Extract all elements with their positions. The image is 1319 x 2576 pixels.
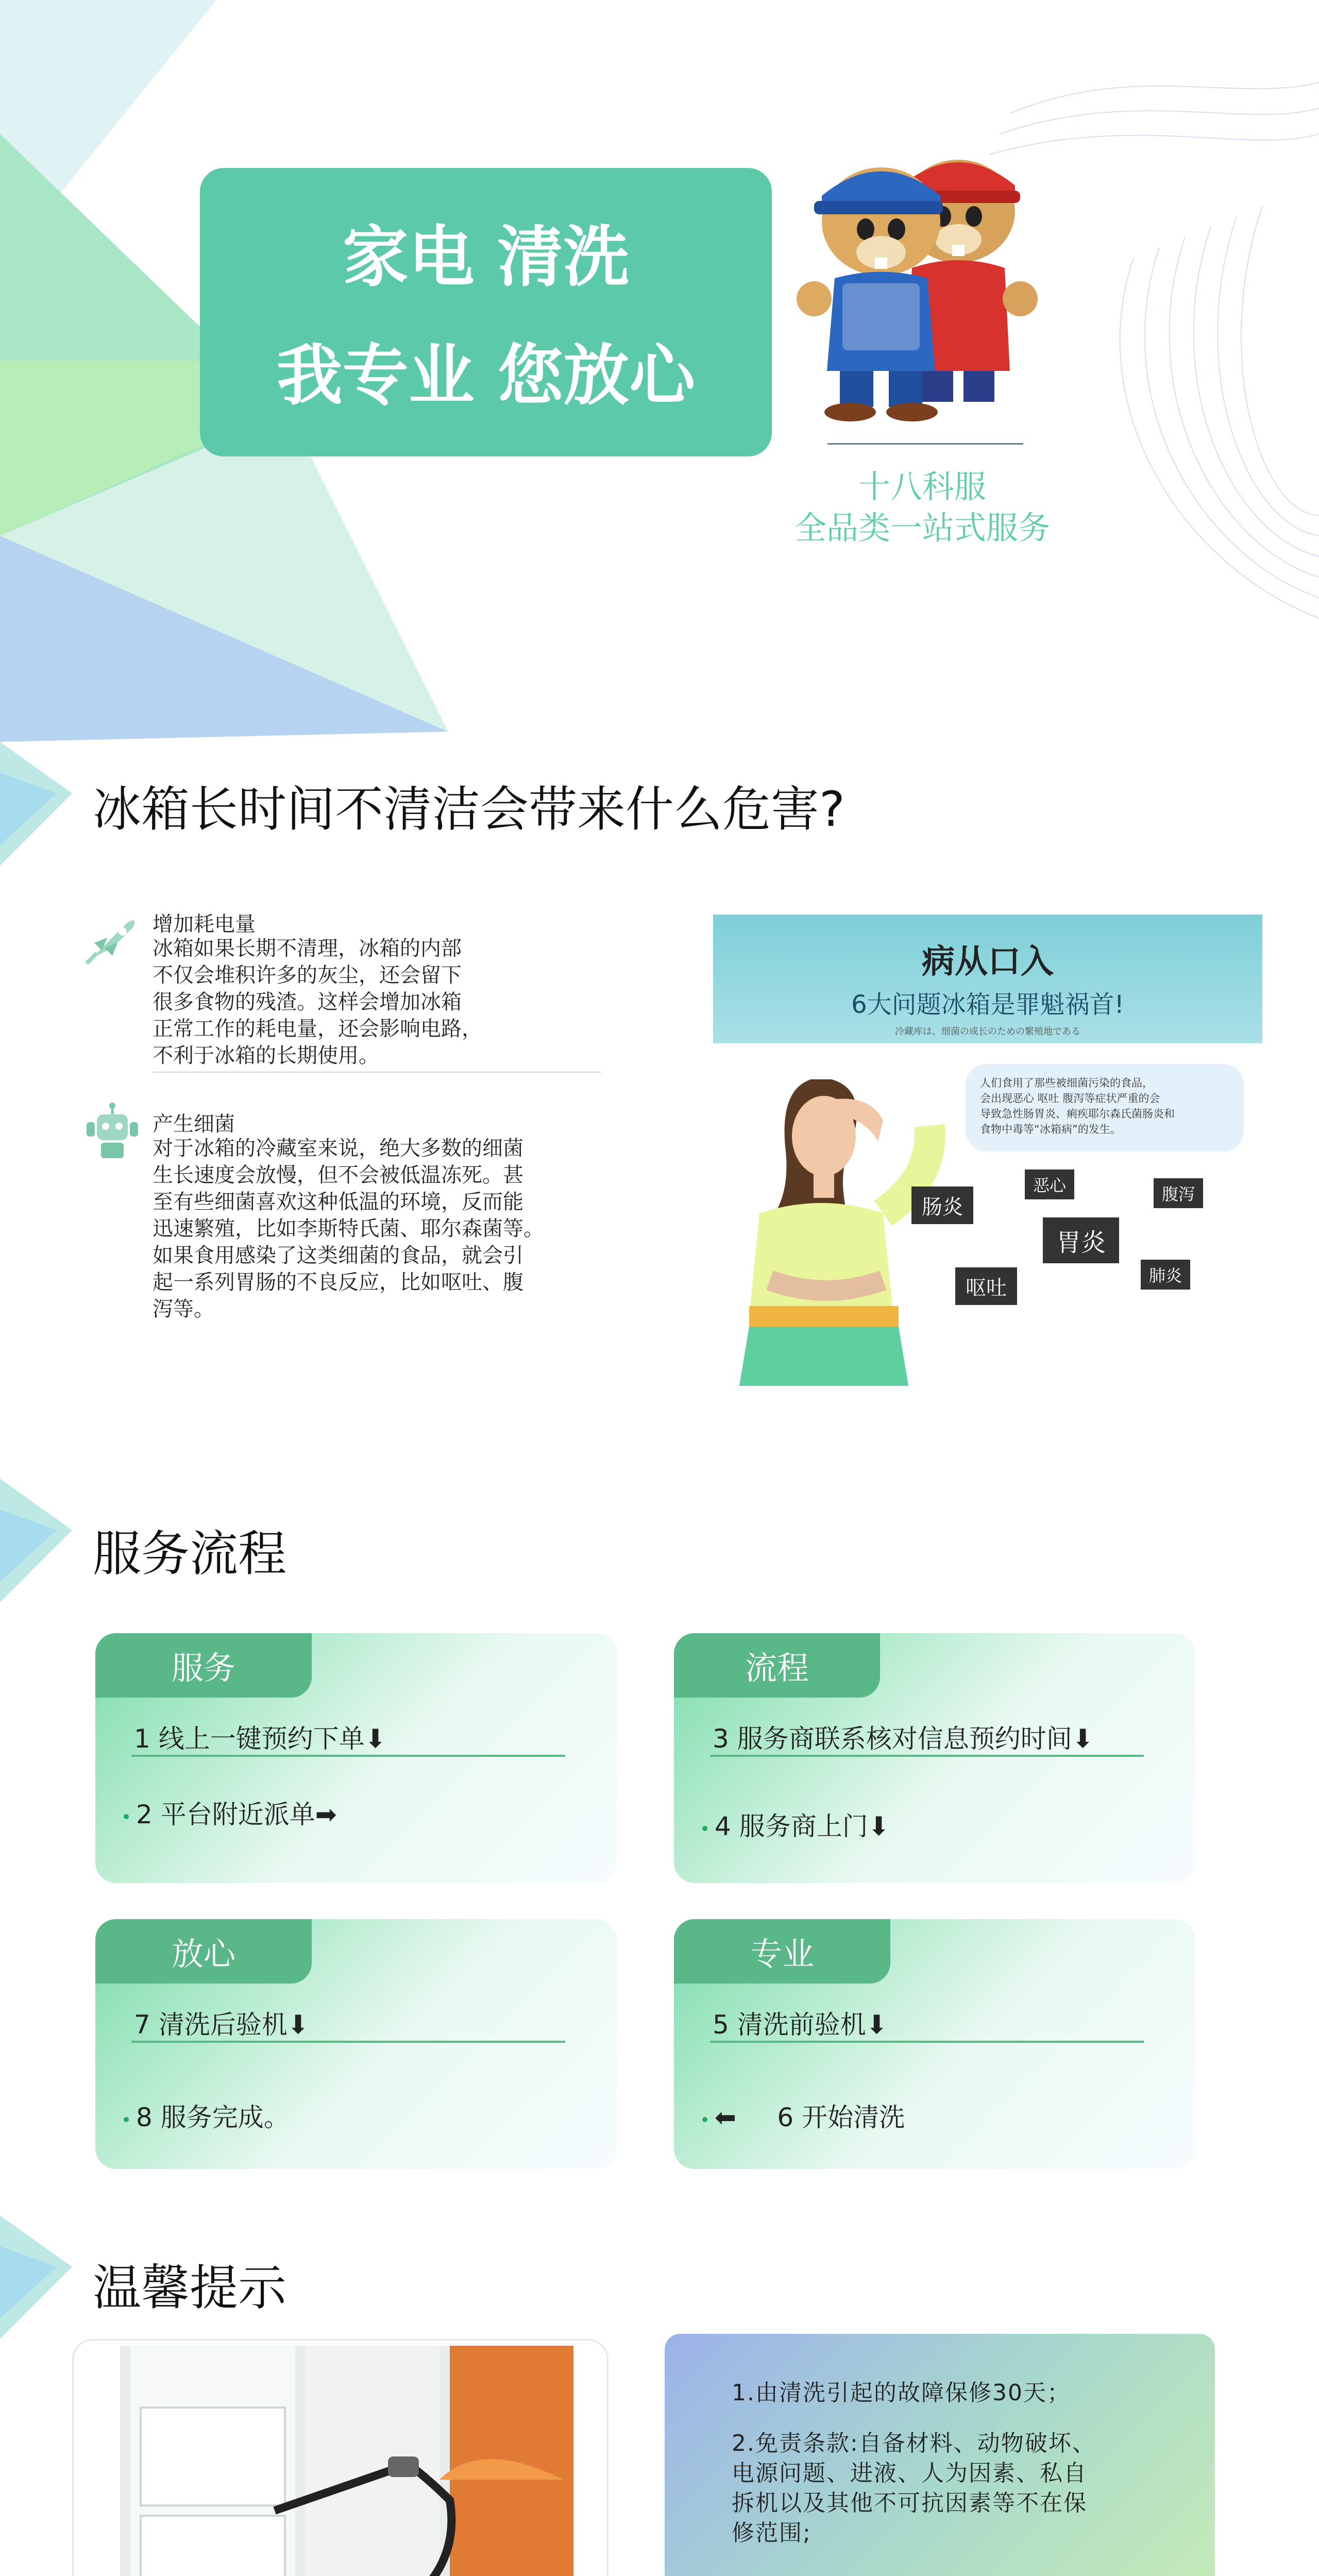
poster-header — [713, 914, 1262, 1043]
bubble-line: 人们食用了那些被细菌污染的食品， — [980, 1077, 1153, 1089]
hero-banner — [200, 168, 772, 456]
symptom-tag: 肺炎 — [1141, 1260, 1190, 1290]
process-step-text: ⬅ 6 开始清洗 — [715, 2103, 905, 2132]
hazard-1-line: 正常工作的耗电量，还会影响电路， — [153, 1017, 482, 1041]
process-card-assured — [95, 1919, 617, 2169]
hazard-2-line: 如果食用感染了这类细菌的食品，就会引 — [153, 1244, 523, 1267]
card-divider — [131, 1755, 565, 1757]
hazard-2-body — [153, 1135, 657, 1323]
symptom-tag: 肠炎 — [911, 1187, 973, 1224]
steam-cleaning-photo — [120, 2346, 573, 2576]
process-step-text: 8 服务完成。 — [136, 2103, 290, 2132]
process-step: 7 清洗后验机⬇ — [134, 2010, 309, 2040]
rocket-icon — [81, 912, 143, 969]
process-step: 1 线上一键预约下单⬇ — [134, 1724, 386, 1754]
process-step — [702, 1806, 890, 1843]
poster-caption: 冷藏库は、细菌の成长のための繁殖地である — [895, 1026, 1080, 1037]
disease-poster — [713, 914, 1262, 1386]
bubble-line: 导致急性肠胃炎、痢疾耶尔森氏菌肠炎和 — [980, 1108, 1175, 1120]
hazard-divider — [153, 1072, 601, 1073]
process-step: 5 清洗前验机⬇ — [713, 2010, 888, 2040]
hazard-2-line: 对于冰箱的冷藏室来说，绝大多数的细菌 — [153, 1137, 523, 1160]
bullet-dot — [124, 2117, 129, 2122]
section-marker-tips — [0, 2215, 72, 2339]
robot-icon — [81, 1101, 143, 1163]
card-divider — [710, 2041, 1144, 2043]
symptom-tag: 胃炎 — [1043, 1217, 1119, 1263]
process-step — [702, 2097, 905, 2134]
process-step — [124, 1794, 337, 1831]
bubble-line: 食物中毒等“冰箱病”的发生。 — [980, 1123, 1121, 1136]
process-step — [124, 2097, 290, 2134]
tips-title: 温馨提示 — [93, 2260, 287, 2316]
hero-headline-2: 我专业 您放心 — [276, 337, 696, 414]
symptom-tag: 恶心 — [1025, 1170, 1074, 1199]
process-title: 服务流程 — [93, 1526, 287, 1582]
hazard-1-line: 很多食物的残渣。这样会增加冰箱 — [153, 990, 462, 1014]
tip-paragraph: 1.由清洗引起的故障保修30天； — [732, 2380, 1071, 2406]
hazard-1-body — [153, 935, 616, 1069]
tip-paragraph — [732, 2429, 1148, 2548]
process-card-service — [95, 1633, 617, 1883]
hazard-2-line: 泻等。 — [153, 1297, 214, 1321]
hazard-1-line: 不仅会堆积许多的灰尘，还会留下 — [153, 963, 462, 987]
process-step: 3 服务商联系核对信息预约时间⬇ — [713, 1724, 1094, 1754]
process-card-flow — [674, 1633, 1195, 1883]
hazard-2-line: 生长速度会放慢，但不会被低温冻死。甚 — [153, 1163, 523, 1187]
section-marker-hazards — [0, 742, 72, 866]
hazard-1-line: 冰箱如果长期不清理，冰箱的内部 — [153, 937, 462, 960]
symptom-tag: 腹泻 — [1154, 1178, 1203, 1208]
hazard-2-line: 迅速繁殖，比如李斯特氏菌、耶尔森菌等。 — [153, 1217, 544, 1241]
card-tab: 流程 — [674, 1633, 880, 1698]
hero-slogan-2: 全品类一站式服务 — [794, 509, 1050, 547]
hero-slogan-1: 十八科服 — [858, 468, 986, 505]
card-tab: 放心 — [95, 1919, 312, 1984]
poster-subtitle: 6大问题冰箱是罪魁祸首! — [851, 990, 1124, 1019]
bullet-dot — [702, 1826, 707, 1831]
tip-line: 修范围; — [732, 2520, 811, 2546]
hero-divider — [827, 443, 1023, 445]
section-marker-process — [0, 1479, 72, 1602]
process-step-text: 2 平台附近派单➡ — [136, 1800, 337, 1829]
speech-bubble — [966, 1064, 1244, 1151]
hero-headline-1: 家电 清洗 — [342, 219, 630, 296]
hazard-2-title: 产生细菌 — [153, 1112, 235, 1136]
process-step-text: 4 服务商上门⬇ — [715, 1811, 890, 1841]
hazard-1-title: 增加耗电量 — [153, 912, 256, 936]
hazards-title: 冰箱长时间不清洁会带来什么危害? — [93, 782, 845, 838]
poster-title: 病从口入 — [922, 943, 1054, 981]
card-divider — [710, 1755, 1144, 1757]
tip-line: 拆机以及其他不可抗因素等不在保 — [732, 2490, 1087, 2516]
hazard-2-line: 起一系列胃肠的不良反应，比如呕吐、腹 — [153, 1270, 523, 1294]
card-tab: 专业 — [674, 1919, 890, 1984]
cleaning-photo-frame — [72, 2339, 608, 2576]
hazard-1-line: 不利于冰箱的长期使用。 — [153, 1044, 379, 1067]
tip-box-warranty — [665, 2334, 1215, 2576]
tip-line: 电源问题、进液、人为因素、私自 — [732, 2460, 1087, 2486]
bullet-dot — [124, 1814, 129, 1819]
process-card-professional — [674, 1919, 1195, 2169]
symptom-tag: 呕吐 — [955, 1267, 1017, 1305]
mascot-beavers — [793, 129, 1041, 428]
tip-line: 2.免责条款:自备材料、动物破坏、 — [732, 2430, 1096, 2456]
bubble-line: 会出现恶心 呕吐 腹泻等症状严重的会 — [980, 1092, 1160, 1105]
card-divider — [131, 2041, 565, 2043]
hazard-2-line: 至有些细菌喜欢这种低温的环境，反而能 — [153, 1190, 523, 1214]
bullet-dot — [702, 2117, 707, 2122]
card-tab: 服务 — [95, 1633, 312, 1698]
